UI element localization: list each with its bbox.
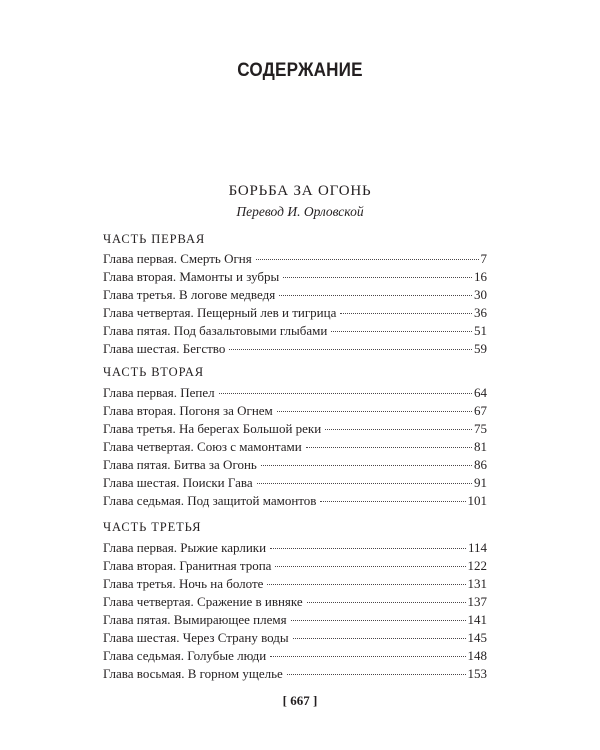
toc-entry — [103, 629, 487, 647]
toc-entry — [103, 322, 487, 340]
chapter-title: Глава первая. Рыжие карлики — [103, 540, 267, 555]
chapter-title: Глава шестая. Бегство — [103, 341, 226, 356]
dot-leader — [293, 638, 466, 639]
chapter-title: Глава пятая. Вымирающее племя — [103, 612, 287, 627]
chapter-title: Глава третья. Ночь на болоте — [103, 576, 264, 591]
part-heading-1: ЧАСТЬ ПЕРВАЯ — [103, 232, 206, 246]
chapter-title: Глава седьмая. Под защитой мамонтов — [103, 493, 317, 508]
page-number: 36 — [474, 305, 487, 320]
dot-leader — [261, 465, 472, 466]
dot-leader — [340, 313, 472, 314]
chapter-title: Глава первая. Смерть Огня — [103, 251, 252, 266]
toc-entry — [103, 474, 487, 492]
chapter-title: Глава первая. Пепел — [103, 385, 215, 400]
toc-entry — [103, 557, 487, 575]
chapter-title: Глава восьмая. В горном ущелье — [103, 666, 283, 681]
dot-leader — [219, 393, 472, 394]
page-number: 51 — [474, 323, 487, 338]
page-number: 141 — [467, 612, 487, 627]
dot-leader — [325, 429, 472, 430]
chapter-title: Глава шестая. Через Страну воды — [103, 630, 289, 645]
dot-leader — [320, 501, 465, 502]
page-number: 148 — [467, 648, 487, 663]
chapter-title: Глава седьмая. Голубые люди — [103, 648, 267, 663]
chapter-title: Глава пятая. Под базальтовыми глыбами — [103, 323, 328, 338]
page-folio: [ 667 ] — [282, 693, 318, 708]
page-number: 91 — [474, 475, 487, 490]
page-number: 101 — [467, 493, 487, 508]
dot-leader — [256, 259, 479, 260]
dot-leader — [270, 548, 466, 549]
page-number: 81 — [474, 439, 487, 454]
toc-entry — [103, 539, 487, 557]
dot-leader — [306, 447, 472, 448]
page-number: 16 — [474, 269, 487, 284]
toc-entry — [103, 456, 487, 474]
dot-leader — [291, 620, 466, 621]
page-number: 75 — [474, 421, 487, 436]
chapter-title: Глава шестая. Поиски Гава — [103, 475, 253, 490]
toc-entry — [103, 611, 487, 629]
page-number: 137 — [467, 594, 487, 609]
toc-entry — [103, 402, 487, 420]
dot-leader — [267, 584, 465, 585]
page-number: 86 — [474, 457, 487, 472]
dot-leader — [277, 411, 472, 412]
chapter-title: Глава третья. В логове медведя — [103, 287, 276, 302]
toc-entry — [103, 438, 487, 456]
toc-entry — [103, 304, 487, 322]
chapter-title: Глава третья. На берегах Большой реки — [103, 421, 322, 436]
chapter-title: Глава вторая. Погоня за Огнем — [103, 403, 273, 418]
toc-entry — [103, 647, 487, 665]
dot-leader — [307, 602, 466, 603]
page-number: 7 — [480, 251, 487, 266]
chapter-title: Глава вторая. Гранитная тропа — [103, 558, 272, 573]
toc-entry — [103, 286, 487, 304]
toc-entry — [103, 575, 487, 593]
page-number: 122 — [467, 558, 487, 573]
page-number: 114 — [467, 540, 487, 555]
toc-entry — [103, 250, 487, 268]
toc-entry — [103, 665, 487, 683]
page-number: 64 — [474, 385, 487, 400]
dot-leader — [287, 674, 466, 675]
chapter-title: Глава четвертая. Пещерный лев и тигрица — [103, 305, 337, 320]
toc-entry — [103, 492, 487, 510]
page-number: 145 — [467, 630, 487, 645]
chapter-title: Глава вторая. Мамонты и зубры — [103, 269, 280, 284]
part-heading-3: ЧАСТЬ ТРЕТЬЯ — [103, 520, 202, 534]
toc-entry — [103, 340, 487, 358]
page-number: 59 — [474, 341, 487, 356]
dot-leader — [257, 483, 472, 484]
part-heading-2: ЧАСТЬ ВТОРАЯ — [103, 365, 204, 379]
chapter-title: Глава четвертая. Сражение в ивняке — [103, 594, 303, 609]
toc-entry — [103, 420, 487, 438]
dot-leader — [279, 295, 472, 296]
chapter-title: Глава четвертая. Союз с мамонтами — [103, 439, 302, 454]
dot-leader — [275, 566, 465, 567]
chapter-title: Глава пятая. Битва за Огонь — [103, 457, 257, 472]
dot-leader — [283, 277, 472, 278]
work-title: БОРЬБА ЗА ОГОНЬ — [228, 183, 372, 199]
page-number: 153 — [467, 666, 487, 681]
translator-credit: Перевод И. Орловской — [236, 204, 364, 219]
page-number: 131 — [467, 576, 487, 591]
toc-entry — [103, 268, 487, 286]
dot-leader — [331, 331, 472, 332]
page-title: СОДЕРЖАНИЕ — [237, 60, 363, 81]
toc-entry — [103, 384, 487, 402]
toc-entry — [103, 593, 487, 611]
page-number: 67 — [474, 403, 487, 418]
page-number: 30 — [474, 287, 487, 302]
dot-leader — [270, 656, 465, 657]
dot-leader — [229, 349, 472, 350]
